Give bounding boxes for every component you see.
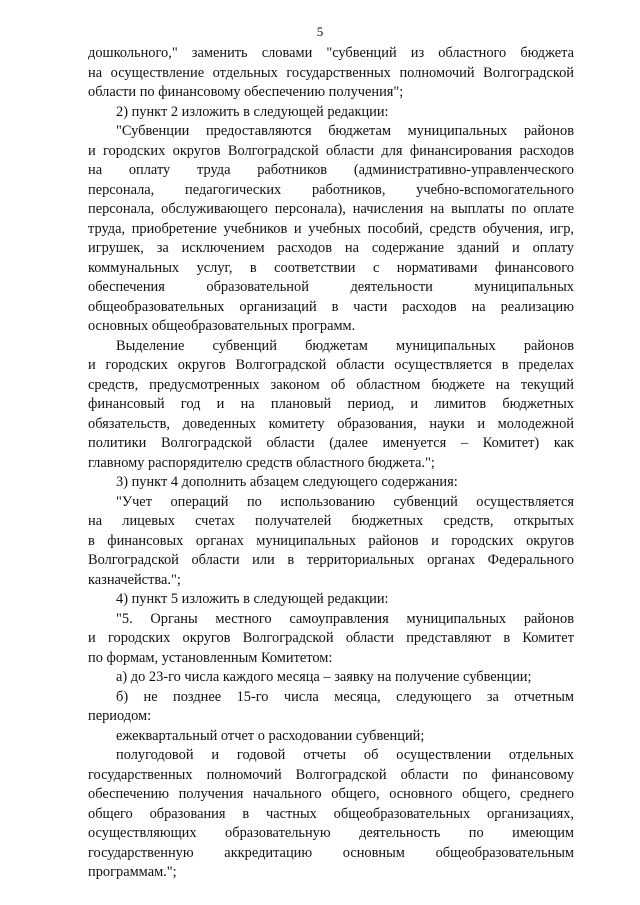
- text-line: средств, предусмотренных законом об областном бюджете на текущий: [88, 376, 574, 393]
- text-line: главному распорядителю средств областного бюджета.";: [88, 454, 435, 471]
- text-line: а) до 23-го числа каждого месяца – заявку на получение субвенции;: [116, 669, 532, 685]
- text-line: Выделение субвенций бюджетам муниципальных районов: [116, 337, 574, 354]
- text-line: основных общеобразовательных программ.: [88, 318, 356, 334]
- text-line: 2) пункт 2 изложить в следующей редакции:: [116, 103, 389, 120]
- text-line: полугодовой и годовой отчеты об осуществлении отдельных: [116, 747, 574, 763]
- text-line: по формам, установленным Комитетом:: [88, 649, 333, 666]
- page-number: 5: [316, 24, 324, 39]
- text-line: политики Волгоградской области (далее именуется – Комитет) как: [88, 435, 574, 451]
- text-line: б) не позднее 15-го числа месяца, следующего за отчетным: [116, 688, 574, 705]
- text-line: "Учет операций по использованию субвенций осуществляется: [116, 493, 574, 510]
- text-line: игрушек, за исключением расходов на содержание зданий и оплату: [88, 240, 574, 256]
- text-line: обеспечения образовательной деятельности муниципальных: [88, 279, 574, 295]
- text-line: Волгоградской области или в территориальных органах Федерального: [88, 552, 574, 568]
- text-line: государственную аккредитацию основным общеобразовательным: [88, 844, 574, 861]
- document-body: [88, 44, 574, 883]
- text-line: области по финансовому обеспечению получения";: [88, 84, 404, 100]
- text-line: обеспечению получения начального общего, основного общего, среднего: [88, 786, 574, 802]
- text-line: персонала, обслуживающего персонала), начисления на выплаты по оплате: [88, 201, 574, 217]
- text-line: ежеквартальный отчет о расходовании субвенций;: [116, 727, 425, 744]
- text-line: общеобразовательных организаций в части расходов на реализацию: [88, 298, 574, 315]
- text-line: "5. Органы местного самоуправления муниципальных районов: [116, 610, 574, 627]
- text-line: дошкольного," заменить словами "субвенций из областного бюджета: [88, 45, 574, 61]
- text-line: обязательств, доведенных комитету образования, науки и молодежной: [88, 415, 574, 432]
- text-line: казначейства.";: [88, 571, 181, 588]
- text-line: финансовый год и на плановый период, и лимитов бюджетных: [88, 396, 574, 412]
- text-line: государственных полномочий Волгоградской области по финансовому: [88, 766, 574, 783]
- text-line: и городских округов Волгоградской области представляют в Комитет: [88, 630, 574, 646]
- text-line: труда, приобретение учебников и учебных пособий, средств обучения, игр,: [88, 220, 574, 237]
- text-line: общего образования в частных общеобразовательных организациях,: [88, 805, 574, 822]
- text-line: на осуществление отдельных государственных полномочий Волгоградской: [88, 64, 574, 81]
- text-line: на лицевых счетах получателей бюджетных средств, открытых: [88, 513, 574, 529]
- text-line: на оплату труда работников (административно-управленческого: [88, 162, 574, 178]
- text-line: и городских округов Волгоградской области осуществляется в пределах: [88, 357, 574, 373]
- text-line: и городских округов Волгоградской области для финансирования расходов: [88, 142, 574, 159]
- text-line: в финансовых органах муниципальных районов и городских округов: [88, 532, 574, 549]
- text-line: осуществляющих образовательную деятельность по имеющим: [88, 825, 574, 841]
- text-line: периодом:: [88, 708, 152, 724]
- text-line: коммунальных услуг, в соответствии с нормативами финансового: [88, 259, 574, 276]
- text-line: персонала, педагогических работников, учебно-вспомогательного: [88, 181, 574, 198]
- text-line: "Субвенции предоставляются бюджетам муниципальных районов: [116, 123, 574, 139]
- text-line: 3) пункт 4 дополнить абзацем следующего содержания:: [116, 474, 458, 490]
- text-line: 4) пункт 5 изложить в следующей редакции:: [116, 591, 389, 607]
- text-line: программам.";: [88, 864, 177, 880]
